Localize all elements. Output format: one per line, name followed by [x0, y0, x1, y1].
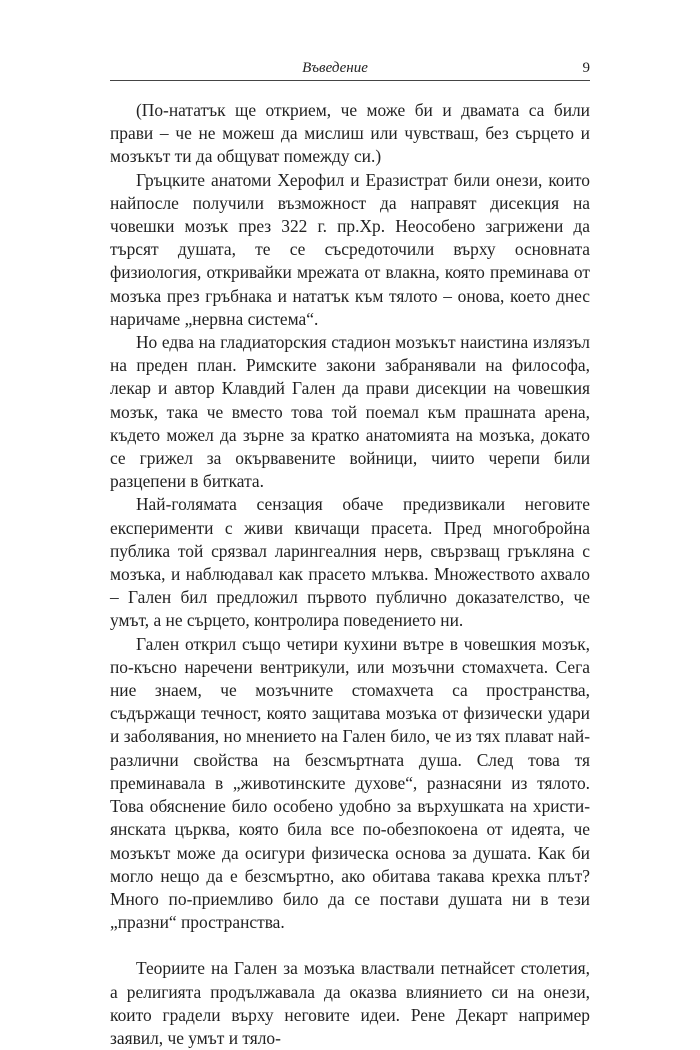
paragraph: Теориите на Гален за мозъка властвали петнайсет столетия, а религията продължавала да оказва влиянието си на онези, които градели върху неговите идеи. Рене Декарт например заявил, че умът и тяло- [110, 958, 590, 1048]
paragraph: Но едва на гладиаторския стадион мозъкът наистина излязъл на преден план. Римските закони забранявали на философа, лекар и автор Клавдий Гален да прави дисекции на човешкия мозък, така че вместо това той поемал към прашната арена, където можел да зърне за кратко анатомията на мозъка, докато се грижел за окървавените войници, чиито черепи били разцепени в битката. [110, 332, 590, 492]
paragraph: Най-голямата сензация обаче предизвикали неговите експерименти с живи квичащи прасета. Пред многобройна публика той срязвал ларингеалния нерв, свързващ гръкляна с мозъка, и наблюдавал как прасето млъква. Множеството ахвало – Гален бил предложил първото публично доказателство, че умът, а не сърцето, контролира поведението ни. [110, 494, 590, 631]
paragraph: Гръцките анатоми Херофил и Еразистрат били онези, които найпосле получили възможност да направят дисекция на човешки мозък през 322 г. пр.Хр. Неособено загрижени да търсят душата, те се съсредоточили върху основната физиология, откривайки мрежата от влакна, която преминава от мозъка през гръбнака и нататък към тялото – онова, което днес наричаме „нервна система“. [110, 169, 590, 329]
paragraph: Гален открил също четири кухини вътре в човешкия мозък, по-късно наречени вентрикули, или мозъчни стомахчета. Сега ние знаем, че мозъчните стомахчета са пространства, съдържащи течност, която защитава мозъка от физически удари и заболявания, но мнението на Гален било, че из тях плават най-различни свойства на безсмъртната душа. След това тя преминавала в „животинските духове“, разнасяни из тялото. Това обяснение било особено удобно за върхушката на християнската църква, която била все по-обезпокоена от идеята, че мозъкът може да осигури физическа основа за душата. Как би могло нещо да е безсмъртно, ако обитава такава крехка плът? Много по-приемливо било да се постави душата ни в тези „празни“ пространства. [110, 633, 590, 933]
running-head: Въведение [302, 60, 368, 76]
page-number: 9 [582, 60, 590, 76]
body-text [110, 99, 590, 1050]
page-header [110, 58, 590, 81]
paragraph: (По-нататък ще открием, че може би и двамата са били прави – че не можеш да мислиш или чувстваш, без сърцето и мозъкът ти да общуват помежду си.) [110, 100, 590, 167]
